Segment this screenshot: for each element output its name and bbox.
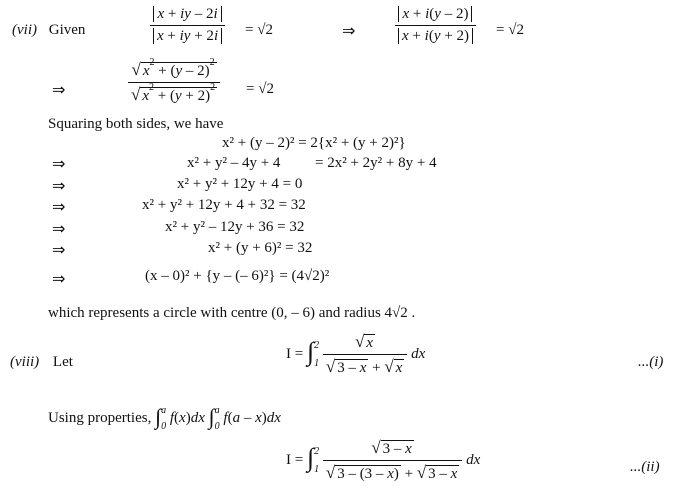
equation-7: (x – 0)² + {y – (– 6)²} = (4√2)² (145, 268, 330, 284)
rewritten-rhs: = √2 (496, 22, 524, 38)
equation-tag-ii: ...(ii) (630, 459, 660, 475)
equation-5: x² + y² – 12y + 36 = 32 (165, 219, 305, 235)
implies-arrow: ⇒ (342, 21, 356, 40)
squaring-text: Squaring both sides, we have (48, 116, 224, 132)
implies-arrow: ⇒ (52, 240, 66, 259)
given-rhs: = √2 (245, 22, 273, 38)
equation-6: x² + (y + 6)² = 32 (208, 240, 313, 256)
conclusion-text: which represents a circle with centre (0, – 6) and radius 4√2 . (48, 305, 416, 321)
equation-2-lhs: x² + y² – 4y + 4 (187, 155, 281, 171)
implies-arrow: ⇒ (52, 219, 66, 238)
implies-arrow: ⇒ (52, 269, 66, 288)
part-vii-label: (vii) Given (12, 22, 86, 38)
implies-arrow: ⇒ (52, 154, 66, 173)
implies-arrow: ⇒ (52, 80, 66, 99)
let-word: Let (52, 354, 73, 370)
implies-arrow: ⇒ (52, 176, 66, 195)
sqrt-rhs: = √2 (246, 81, 274, 97)
implies-arrow: ⇒ (52, 197, 66, 216)
given-fraction: $\frac{x + iy - 2i}{x + iy + 2i}$ (150, 6, 225, 45)
integral-i: I = ∫ 2 1 $\frac{√ x}{√ 3 - x + √ x}$ dx (286, 332, 426, 376)
properties-line: Using properties, ∫ a 0 f(x)dx ∫ a 0 f(a – x)dx (48, 404, 281, 432)
equation-1: x² + (y – 2)² = 2{x² + (y + 2)²} (222, 135, 406, 151)
equation-4: x² + y² + 12y + 4 + 32 = 32 (142, 197, 306, 213)
sqrt-fraction: $\frac{√ x^2 + (y - 2)^2}{√ x^2 + (y + 2)^2}$ (128, 60, 220, 105)
equation-tag-i: ...(i) (638, 354, 664, 370)
part-viii-label: (viii) Let (10, 354, 73, 370)
given-word: Given (48, 22, 86, 38)
equation-3: x² + y² + 12y + 4 = 0 (177, 176, 303, 192)
integral-ii: I = ∫ 2 1 $\frac{√ 3 - x}{√ 3 - (3 - x) + √ 3 - x}$ dx (286, 438, 481, 482)
equation-2-rhs: = 2x² + 2y² + 8y + 4 (315, 155, 437, 171)
rewritten-fraction: $\frac{x + i(y - 2)}{x + i(y + 2)}$ (395, 6, 476, 45)
